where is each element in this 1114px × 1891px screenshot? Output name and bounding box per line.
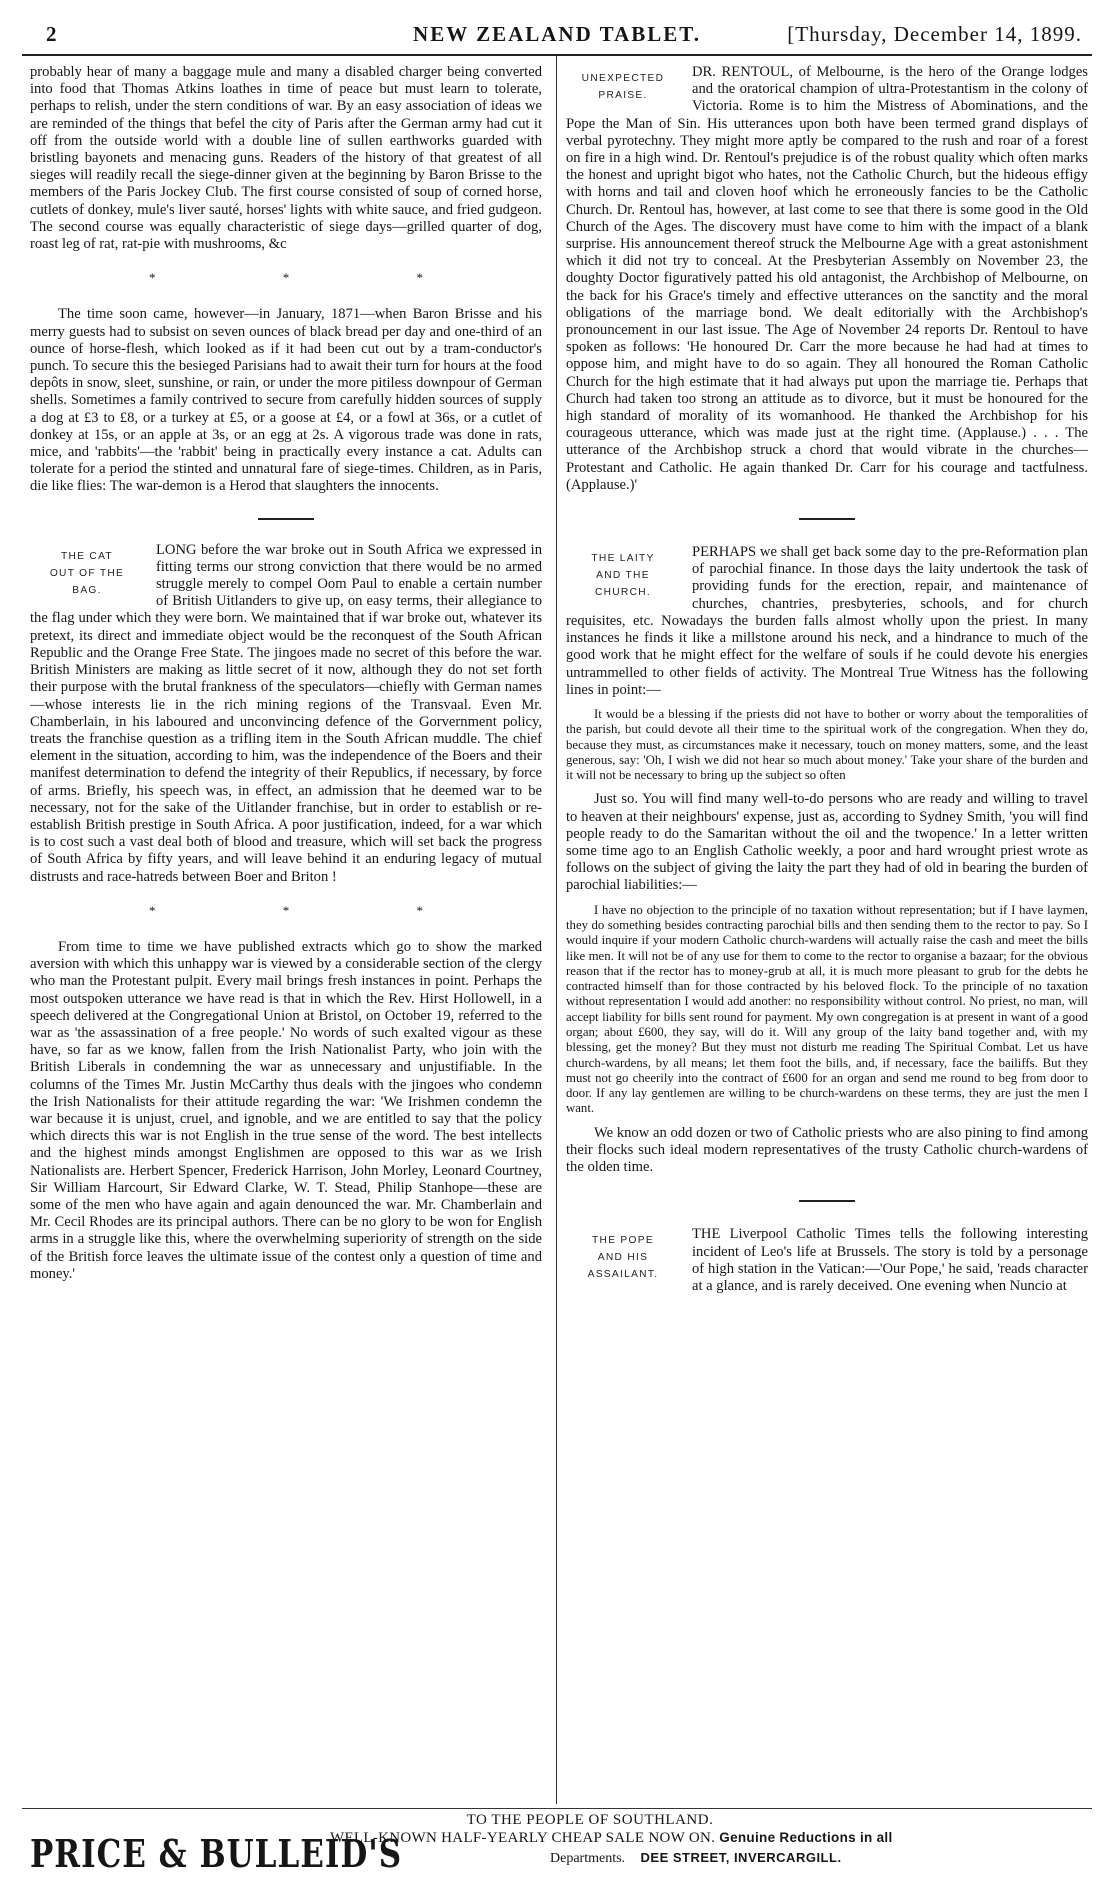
article-paragraph: probably hear of many a baggage mule and many a disabled charger being converted into food that Thomas Atkins loathes in time of peace but must learn to tolerate, perhaps to relish, under the stern conditions of war. By an easy association of ideas we are reminded of the things that befel the city of Paris after the German army had cut it off from the outside world with a double line of sullen earthworks guarded with bristling bayonets and menacing guns. Readers of the history of that greatest of all sieges will readily recall the siege-dinner given at the beginning by Baron Brisse to the members of the Paris Jockey Club. The first course consisted of soup of corned horse, cutlets of donkey, mule's liver sauté, horses' lights with white sauce, and fried gudgeon. The second course was equally characteristic of siege days—grilled quarter of dog, roast leg of rat, rat-pie with mushrooms, &c [30, 64, 542, 253]
newspaper-title: NEW ZEALAND TABLET. [413, 22, 701, 46]
header-rule [22, 54, 1092, 56]
advertisement [30, 1812, 1086, 1882]
ad-brand: PRICE & BULLEID'S [30, 1832, 403, 1877]
article-paragraph: Just so. You will find many well-to-do persons who are ready and willing to travel to heaven at their neighbours' expense, just as, according to Sydney Smith, 'you will find people ready to do the Samaritan without the oil and the twopence.' In a letter written some time ago to an English Catholic weekly, a poor and hard wrought priest wrote as follows on the subject of giving the laity the part they had of old in bearing the burden of parochial liabilities:— [566, 791, 1088, 894]
footer-rule [22, 1808, 1092, 1809]
column-divider [556, 56, 557, 1804]
block-quote: It would be a blessing if the priests did not have to bother or worry about the temporalities of the parish, but could devote all their time to the spiritual work of the congregation. When they do, because they must, as circumstances make it necessary, touch on money matters, some, and the least generous, say: 'Oh, I wish we did not hear so much about money.' Take your share of the burden and it will not be necessary to bring up the subject so often [566, 706, 1088, 783]
section-stars: * * * [149, 902, 485, 918]
article-paragraph: PERHAPS we shall get back some day to the pre-Reformation plan of parochial finance. In those days the laity undertook the task of providing funds for the erection, repair, and maintenance of churches, chantries, presbyteries, schools, and for church requisites, etc. Nowadays the burden falls almost wholly upon the priest. In many instances he finds it like a millstone around his neck, and a hindrance to much of the good work that he might effect for the welfare of souls if he could devote his energies untrammelled to other fields of activity. The Montreal True Witness has the following lines in point:— [566, 544, 1088, 698]
ad-sale-line [330, 1830, 893, 1847]
side-heading-cat-out-of-bag: THE CAT OUT OF THE BAG. [49, 550, 125, 596]
issue-date: [Thursday, December 14, 1899. [787, 22, 1082, 46]
article-paragraph: DR. RENTOUL, of Melbourne, is the hero of the Orange lodges and the oratorical champion of ultra-Protestantism in the colony of Victoria. Rome is to him the Mistress of Abominations, and the Pope the Man of Sin. His utterances upon both have been termed grand displays of verbal pyrotechny. They might more aptly be compared to the rush and roar of a forest on fire in a high wind. Dr. Rentoul's prejudice is of the robust quality which often marks the honest and upright bigot who hates, not the Catholic Church, but the hideous effigy with horns and tail and cloven hoof which he erroneously fancies to be the Catholic Church. Dr. Rentoul has, however, at last come to see that there is some good in the Old Church of the Ages. The discovery must have come to him with the impact of a blank surprise. His announcement thereof struck the Melbourne Age with a great astonishment which it did not try to conceal. At the Presbyterian Assembly on November 23, the doughty Doctor figuratively patted his old antagonist, the Archbishop of Melbourne, on the back for his Grace's timely and effective utterances on the sanctity and the moral obligations of the marriage bond. We dealt editorially with the Archbishop's pronouncement in our last issue. The Age of November 24 reports Dr. Rentoul to have spoken as follows: 'He honoured Dr. Carr the more because he had had at times to oppose him, and might have to do so again. They all honoured the Roman Catholic Church for the high estimate that it had always put upon the marriage tie. Perhaps that Church had taken too strong an attitude as to divorce, but it must be honoured for the high standard of morality of its womanhood. He thanked the Archbishop for his courageous utterance, which was made just at the right time. (Applause.) . . . The utterance of the Archbishop struck a chord that would vibrate in the churches—Protestant and Catholic. He again thanked Dr. Carr for his courage and tactfulness. (Applause.)' [566, 64, 1088, 493]
article-paragraph: From time to time we have published extracts which go to show the marked aversion with which this unhappy war is viewed by a considerable section of the clergy who man the Protestant pulpit. Every mail brings fresh instances in point. Perhaps the most outspoken utterance we have read is that in which the Rev. Hirst Hollowell, in a speech delivered at the Congregational Union at Bristol, on October 19, referred to the war as 'the assassination of a free people.' No words of such exalted vigour as these have, so far as we know, fallen from the Irish Nationalist Party, who join with the British Liberals in condemning the war as unnecessary and unjustifiable. In the columns of the Times Mr. Justin McCarthy thus deals with the jingoes who condemn the Irish Nationalists for their attitude regarding the war: 'We Irishmen condemn the war because it is unjust, cruel, and ignoble, and we are entitled to say that the policy which directs this war is not English in the true sense of the word. The best intellects and the highest minds amongst Englishmen are opposed to this war as we Irish Nationalists are. Herbert Spencer, Frederick Harrison, John Morley, Leonard Courtney, Sir William Harcourt, Sir Edward Clarke, W. T. Stead, Philip Stanhope—these are some of the men who have again and again denounced the war. Mr. Chamberlain and Mr. Cecil Rhodes are its principal authors. There can be no glory to be won for English arms in a struggle like this, where the overwhelming superiority of strength on the side of the British force leaves the ultimate issue of the contest only a question of time and money.' [30, 938, 542, 1282]
ad-sale-text: WELL-KNOWN HALF-YEARLY CHEAP SALE NOW ON. [330, 1830, 716, 1846]
side-heading-pope-and-assailant: THE POPE AND HIS ASSAILANT. [587, 1235, 659, 1281]
side-heading-unexpected-praise: UNEXPECTED PRAISE. [581, 73, 665, 101]
article-paragraph: We know an odd dozen or two of Catholic priests who are also pining to find among their flocks such ideal modern representatives of the trusty Catholic church-wardens of the olden time. [566, 1124, 1088, 1176]
section-stars: * * * [149, 270, 485, 286]
ad-reductions: Genuine Reductions in all [719, 1830, 893, 1845]
right-column [566, 64, 1088, 1295]
page-number: 2 [46, 22, 57, 46]
section-separator [258, 518, 314, 520]
article-paragraph: LONG before the war broke out in South Africa we expressed in fitting terms our strong conviction that there would be no armed struggle merely to compel Oom Paul to enable a certain number of British Uitlanders to give up, on easy terms, their allegiance to the flag under which they were born. We maintained that if war broke out, whatever its pretext, its direct and immediate object would be the reconquest of the South African Republic and the Orange Free State. The jingoes made no secret of this before the war. British Ministers are making as little secret of it now, although they do not set forth their purpose with the brutal frankness of the speculators—chiefly with German names—whose interests lie in the rich mining regions of the Transvaal. Even Mr. Chamberlain, in his laboured and unconvincing defence of the Gorvernment policy, treats the franchise question as a trifling item in the South African muddle. The chief element in the situation, according to him, was the independence of the Boers and their manifest determination to defend the integrity of their Republics, if necessary, by force of arms. Briefly, his speech was, in effect, an admission that he deemed war to be necessary, not for the sake of the Uitlander franchise, but in order to establish or re-establish British prestige in South Africa. A poor justification, indeed, for a war which is to cost such a vast deal both of blood and treasure, which will set back the progress of South Africa by fifty years, and will leave behind it an enduring legacy of mutual distrusts and race-hatreds between Boer and Briton ! [30, 541, 542, 885]
ad-headline: TO THE PEOPLE OF SOUTHLAND. [466, 1812, 714, 1828]
article-paragraph: The time soon came, however—in January, 1871—when Baron Brisse and his merry guests had to subsist on seven ounces of black bread per day and one-third of an ounce of horse-flesh, which looked as if it had been cut out by a tram-conductor's punch. To secure this the besieged Parisians had to await their turn for hours at the food depôts in snow, sleet, sunshine, or rain, or under the more pitiless downpour of German shells. Sometimes a family contrived to secure from carefully hidden sources of supply a dog at £3 to £8, or a turkey at £5, or a goose at £4, or a fowl at 36s, or a cutlet of donkey at 15s, or an apple at 3s, or an egg at 2s. A vigorous trade was done in rats, mice, and 'rabbits'—the 'rabbit' being in practically every instance a cat. Adults can tolerate for a period the stinted and unnatural fare of siege-times. Children, as in Paris, die like flies: The war-demon is a Herod that slaughters the innocents. [30, 306, 542, 495]
ad-address: DEE STREET, INVERCARGILL. [640, 1850, 842, 1865]
side-heading-laity-and-church: THE LAITY AND THE CHURCH. [591, 553, 655, 599]
ad-address-line [550, 1850, 842, 1867]
section-separator [799, 518, 855, 520]
left-column [30, 64, 542, 1283]
page-header [32, 22, 1082, 48]
block-quote: I have no objection to the principle of no taxation without representation; but if I have laymen, they do something besides contracting parochial bills and then sending them to the rector to pay. So I would inquire if your modern Catholic church-wardens will actually raise the cash and meet the bills like men. It will not be of any use for them to come to the rector to organise a bazaar; for the obvious reason that if the rector has to money-grub at all, it is much more pleasant to grub for the debts he contracted himself than for those contracted by his beloved flock. To the principle of no taxation without representation I would add another: no responsibility without control. No priest, no man, will accept liability for bills sent round for payment. My own congregation is at present in want of a good organ; about £600, they say, will do it. Will any group of the laity band together and, with my blessing, get the money? But they must not disturb me reading The Spiritual Combat. Let us have church-wardens, by all means; let them foot the bills, and, if necessary, face the bailiffs. But they must not go cheerily into the contract of £600 for an organ and send me round to beg from door to door. If any lay gentlemen are willing to be church-wardens on these terms, they are just the men I want. [566, 902, 1088, 1116]
ad-departments: Departments. [550, 1851, 626, 1866]
article-paragraph: THE Liverpool Catholic Times tells the following interesting incident of Leo's life at Brussels. The story is told by a personage of high station in the Vatican:—'Our Pope,' he said, 'reads character at a glance, and is rarely deceived. One evening when Nuncio at [692, 1226, 1088, 1294]
section-separator [799, 1200, 855, 1202]
